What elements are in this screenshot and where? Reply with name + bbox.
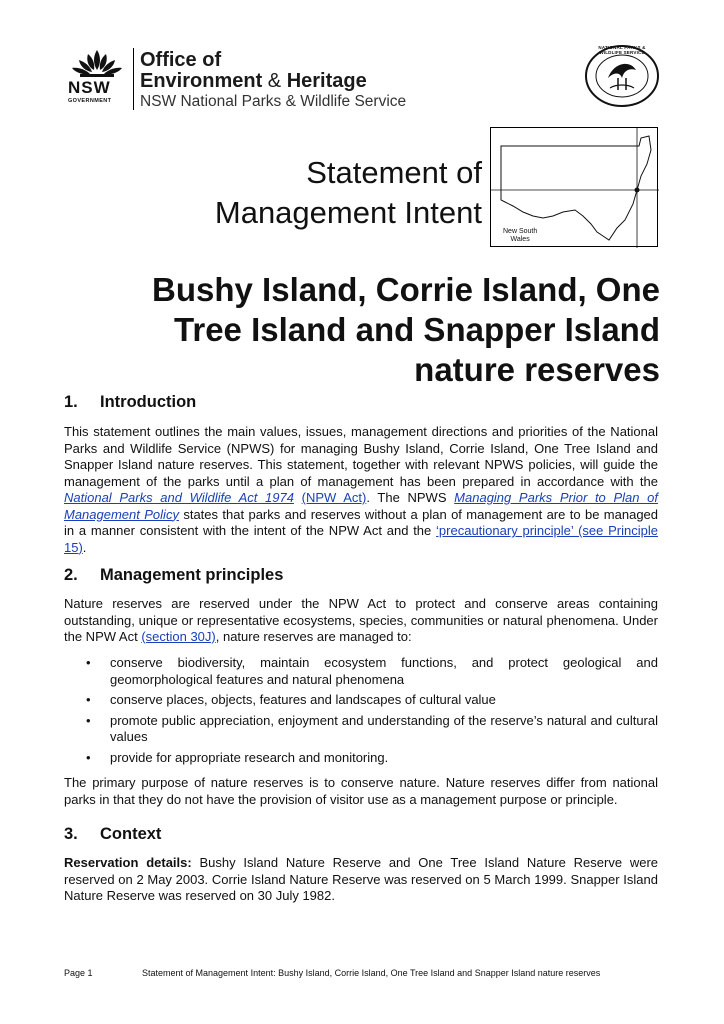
list-item	[86, 750, 658, 767]
section-number: 2.	[64, 566, 78, 584]
bullet-dot: •	[86, 712, 91, 728]
list-item	[86, 713, 658, 746]
reserve-title-line1: Bushy Island, Corrie Island, One	[152, 271, 660, 308]
npw-act-link[interactable]: National Parks and Wildlife Act 1974	[64, 490, 294, 505]
reserve-location-marker	[635, 188, 640, 193]
principles-paragraph	[64, 596, 658, 646]
section-title: Context	[100, 825, 162, 843]
principles-text-2: , nature reserves are managed to:	[215, 629, 412, 644]
introduction-paragraph	[64, 424, 658, 556]
document-type-title	[215, 153, 482, 233]
logo-divider	[133, 48, 134, 110]
intro-text-3: states that parks and reserves without a plan of management are to be managed in a manner consistent with the intent of the NPW Act and the	[64, 506, 659, 538]
principles-text-1: Nature reserves are reserved under the NPW Act to protect and conserve areas containing outstanding, unique or representative ecosystems, species, communities or natural phenomena. Under the NPW Act	[64, 596, 658, 644]
intro-text-2: . The NPWS	[366, 490, 455, 505]
nsw-logo-text: NSW	[68, 78, 111, 97]
map-label-line2: Wales	[510, 236, 530, 243]
npws-seal-logo	[584, 44, 660, 108]
section-title: Management principles	[100, 566, 284, 584]
office-heritage: Heritage	[286, 70, 367, 92]
npw-act-abbrev-link[interactable]: (NPW Act)	[301, 490, 367, 505]
principles-closing-paragraph: The primary purpose of nature reserves is to conserve nature. Nature reserves differ from national parks in that they do not have the provision of visitor use as a management purpose or principle.	[64, 775, 658, 807]
map-label	[503, 228, 537, 244]
intro-text-1: This statement outlines the main values, issues, management directions and priorities of the National Parks and Wildlife Service (NPWS) for managing Bushy Island, Corrie Island, One Tree Island and Snapper Island nature reserves. This statement, together with relevant NPWS policies, will guide the management of the parks until a plan of management has been prepared in accordance with the	[64, 424, 658, 489]
section-title: Introduction	[100, 393, 197, 411]
section-30j-link[interactable]: (section 30J)	[141, 629, 216, 644]
bullet-text: provide for appropriate research and monitoring.	[110, 749, 389, 765]
bullet-text: promote public appreciation, enjoyment and understanding of the reserve’s natural and cultural values	[110, 712, 658, 744]
reserve-title-line2: Tree Island and Snapper Island	[174, 311, 660, 348]
title-line2: Management Intent	[214, 195, 482, 230]
managing-parks-policy-link[interactable]: Managing Parks Prior to Plan of Management Policy	[64, 490, 658, 522]
reservation-details-label: Reservation details:	[64, 855, 192, 870]
reserve-title-line3: nature reserves	[414, 351, 660, 388]
bullet-text: conserve places, objects, features and landscapes of cultural value	[110, 692, 496, 707]
section-heading-introduction	[64, 393, 196, 412]
map-label-line1: New South	[503, 228, 538, 235]
reserve-title	[152, 270, 660, 390]
section-number: 1.	[64, 393, 78, 411]
section-number: 3.	[64, 825, 78, 843]
title-line1: Statement of	[306, 155, 482, 190]
office-line1: Office of	[140, 49, 222, 71]
context-paragraph	[64, 855, 658, 905]
section-heading-management-principles	[64, 566, 283, 585]
office-amp: &	[262, 70, 287, 92]
nsw-government-logo	[66, 46, 128, 110]
npws-seal-text: NATIONAL PARKS & WILDLIFE SERVICE	[598, 45, 646, 55]
bullet-dot: •	[86, 749, 91, 765]
locality-map	[490, 127, 658, 247]
intro-text-4: .	[82, 539, 87, 555]
office-line2	[140, 71, 367, 92]
page-number: Page 1	[64, 968, 93, 978]
principles-bullet-list	[86, 655, 658, 770]
office-title	[140, 50, 367, 92]
bullet-dot: •	[86, 655, 91, 670]
bullet-dot: •	[86, 692, 91, 707]
section-heading-context	[64, 825, 161, 844]
footer-title: Statement of Management Intent: Bushy Island, Corrie Island, One Tree Island and Snapper Island nature reserves	[142, 968, 601, 978]
bullet-text: conserve biodiversity, maintain ecosystem functions, and protect geological and geomorphological features and natural phenomena	[110, 655, 658, 687]
service-name: NSW National Parks & Wildlife Service	[140, 93, 407, 110]
list-item	[86, 655, 658, 688]
nsw-logo-subtext: GOVERNMENT	[68, 98, 112, 104]
office-environment: Environment	[140, 70, 263, 92]
list-item	[86, 692, 658, 709]
precautionary-principle-link[interactable]: ‘precautionary principle’ (see Principle 15)	[64, 523, 658, 555]
page-footer	[64, 968, 664, 978]
context-text: Bushy Island Nature Reserve and One Tree Island Nature Reserve were reserved on 2 May 2003. Corrie Island Nature Reserve was reserved on 5 March 1999. Snapper Island Nature Reserve was reserved on 30 July 1982.	[64, 855, 659, 903]
